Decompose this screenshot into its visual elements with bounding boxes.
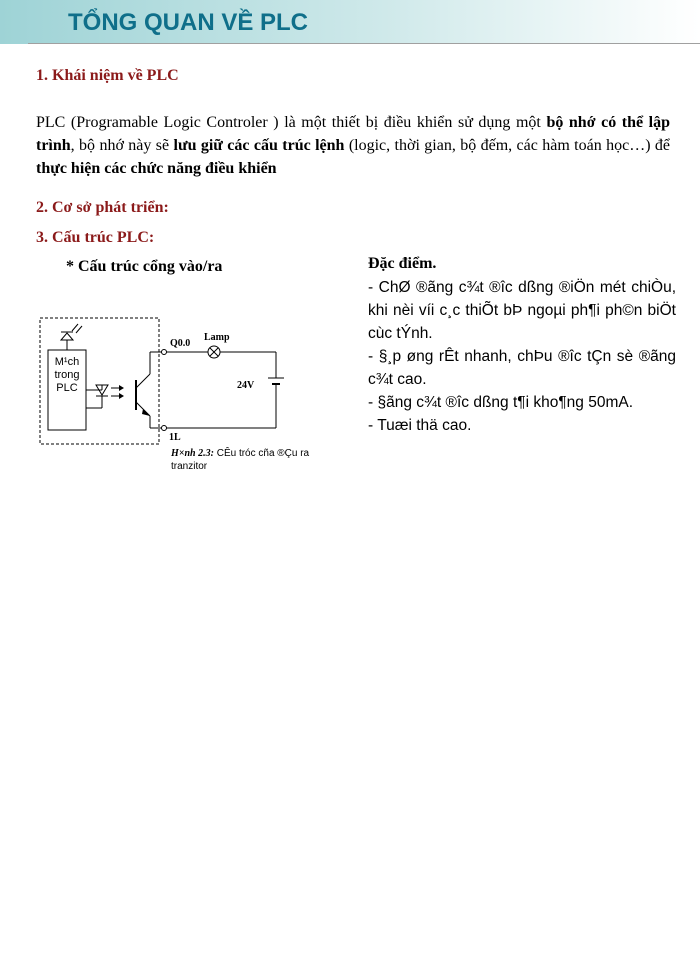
features-title: Đặc điểm. bbox=[368, 255, 437, 272]
section-heading-development: 2. Cơ sở phát triển: bbox=[36, 199, 169, 216]
terminal-1l bbox=[162, 426, 167, 431]
lamp-label: Lamp bbox=[204, 332, 230, 343]
para-bold-2: lưu giữ các cấu trúc lệnh bbox=[173, 137, 345, 154]
para-bold-1: bộ nhớ có thể lập trình bbox=[36, 114, 671, 154]
status-led-icon bbox=[61, 324, 82, 350]
definition-paragraph bbox=[36, 111, 670, 180]
para-text-1: PLC (Programable Logic Controler ) là một thiết bị điều khiển sử dụng một bbox=[36, 114, 547, 131]
common-label: 1L bbox=[169, 432, 181, 443]
transistor-icon bbox=[136, 352, 150, 428]
box-label-line: PLC bbox=[56, 382, 78, 394]
optocoupler-icon bbox=[86, 385, 124, 408]
section-heading-structure: 3. Cấu trúc PLC: bbox=[36, 229, 155, 246]
feature-item: - §¸p øng rÊt nhanh, chÞu ®îc tÇn sè ®ãng c¾t cao. bbox=[368, 348, 676, 388]
figure-caption bbox=[171, 447, 341, 473]
box-label-line: trong bbox=[54, 369, 80, 381]
terminal-q00 bbox=[162, 350, 167, 355]
header-band bbox=[0, 0, 700, 44]
figure-caption-text: CÊu tróc cña ®Çu ra tranzitor bbox=[171, 448, 310, 472]
voltage-label: 24V bbox=[237, 380, 255, 391]
para-text-3: (logic, thời gian, bộ đếm, các hàm toán học…) để bbox=[344, 137, 671, 154]
feature-item: - ChØ ®ãng c¾t ®îc dßng ®iÖn mét chiÒu, khi nèi víi c¸c thiÕt bÞ ngoµi ph¶i ph©n biÖt cùc tÝnh. bbox=[368, 279, 676, 342]
features-list bbox=[368, 276, 676, 437]
para-bold-3: thực hiện các chức năng điều khiển bbox=[36, 160, 277, 177]
feature-item: - §ãng c¾t ®îc dßng t¶i kho¶ng 50mA. bbox=[368, 394, 634, 411]
feature-item: - Tuæi thä cao. bbox=[368, 417, 472, 434]
io-structure-subheading: * Cấu trúc cổng vào/ra bbox=[66, 258, 223, 275]
section-heading-concept: 1. Khái niệm về PLC bbox=[36, 67, 179, 84]
box-label-line: M¹ch bbox=[54, 356, 80, 368]
battery-icon bbox=[268, 378, 284, 384]
output-label: Q0.0 bbox=[170, 338, 191, 349]
para-text-2: , bộ nhớ này sẽ bbox=[70, 137, 174, 154]
transistor-output-diagram bbox=[38, 316, 348, 451]
lamp-icon bbox=[208, 346, 220, 358]
header-rule bbox=[28, 43, 700, 44]
figure-caption-label: H×nh 2.3: bbox=[171, 448, 214, 459]
page-title: TỔNG QUAN VỀ PLC bbox=[68, 9, 309, 36]
